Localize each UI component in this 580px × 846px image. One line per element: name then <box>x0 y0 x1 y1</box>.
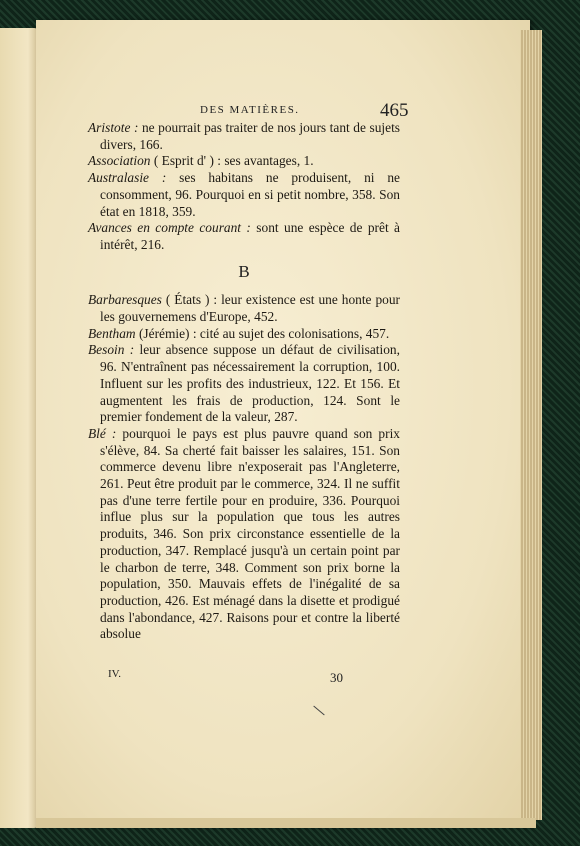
entry-text: pourquoi le pays est plus pauvre quand son prix s'élève, 84. Sa cherté fait baisser les salaires, 151. Son commerce devenu libre n'exposerait pas l'Angleterre, 261. Peut être produit par le commerce, 324. Il ne suffit pas d'une terre fertile pour en produire, 336. Pourquoi influe plus sur la population que tous les autres produits, 346. Son prix circonstance essentielle de la production, 347. Remplacé jusqu'à un certain point par le charbon de terre, 348. Comment son prix borne la population, 350. Mauvais effets de l'inégalité de sa production, 426. Est ménagé dans la disette et prodigué dans l'abondance, 427. Raisons pour et contre la liberté absolue <box>100 425 401 642</box>
index-entry <box>88 292 400 325</box>
entry-term: Bentham <box>88 325 136 341</box>
running-header: DES MATIÈRES. <box>200 104 300 116</box>
entry-term: Besoin : <box>88 342 135 358</box>
entry-text: ses habitans ne produisent, ni ne consomment, 96. Pourquoi en si petit nombre, 358. Son état en 1818, 359. <box>100 170 401 219</box>
entry-term: Blé : <box>88 425 117 441</box>
index-entry <box>88 170 400 220</box>
index-entry <box>88 153 400 170</box>
index-text <box>88 120 400 643</box>
page-block-edge <box>520 30 542 820</box>
left-page-edge <box>0 28 40 828</box>
index-entry <box>88 120 400 153</box>
index-entry <box>88 326 400 343</box>
bottom-page-edge <box>36 818 536 828</box>
index-entry <box>88 220 400 253</box>
section-letter: B <box>238 261 250 281</box>
index-entry <box>88 342 400 426</box>
signature-mark: IV. <box>108 668 121 680</box>
entry-term: Aristote : <box>88 120 139 135</box>
entry-text: leur absence suppose un défaut de civilisation, 96. N'entraînent pas nécessairement la corruption, 100. Influent sur les profits des industrieux, 122. Et 156. Et augmentent les frais de production, 124. Sont le premier fondement de la valeur, 287. <box>100 342 400 425</box>
gathering-number: 30 <box>330 670 343 685</box>
entry-text: sont une espèce de prêt à intérêt, 216. <box>100 220 401 252</box>
entry-term: Association <box>88 153 151 169</box>
index-entry <box>88 426 400 643</box>
entry-text: (Jérémie) : cité au sujet des colonisations, 457. <box>135 325 390 341</box>
entry-term: Australasie : <box>88 170 167 186</box>
entry-text: ( Esprit d' ) : ses avantages, 1. <box>150 153 314 169</box>
entry-term: Avances en compte courant : <box>88 220 251 236</box>
entry-term: Barbaresques <box>88 292 162 308</box>
page-number: 465 <box>380 100 409 121</box>
entry-text: ne pourrait pas traiter de nos jours tant de sujets divers, 166. <box>100 120 401 152</box>
entry-text: ( États ) : leur existence est une honte pour les gouvernemens d'Europe, 452. <box>100 292 400 325</box>
